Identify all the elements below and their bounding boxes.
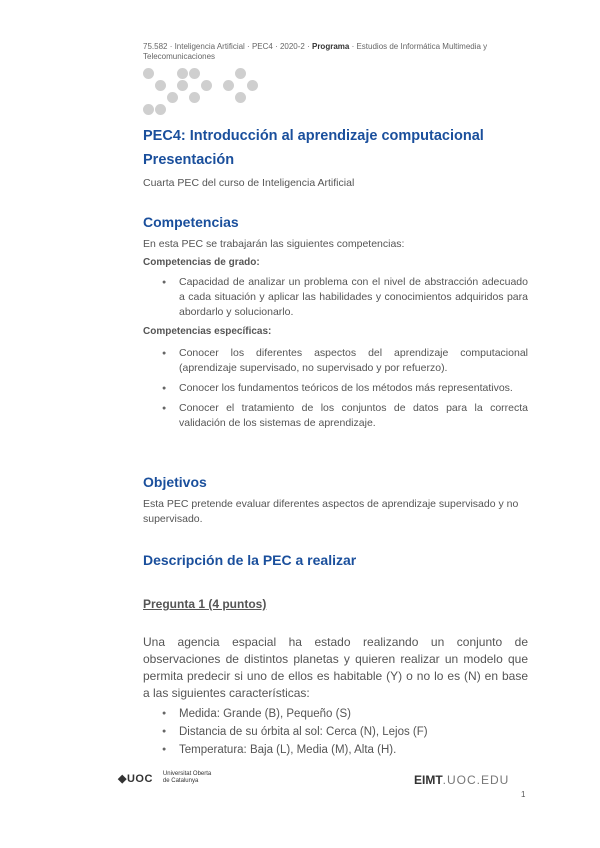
header-program: Programa (311, 42, 350, 51)
list-item: ● Capacidad de analizar un problema con el nivel de abstracción adecuado a cada situación y aplicar las habilidades y conocimientos adquiridos para abordarlo y solucionarlo. (143, 275, 528, 320)
page-number: 1 (521, 790, 526, 799)
header-studies: · Estudios de Informática Multimedia y Telecomunicaciones (143, 42, 488, 61)
uoc-subtitle: Universitat Oberta de Catalunya (162, 771, 212, 784)
objetivos-text: Esta PEC pretende evaluar diferentes aspectos de aprendizaje supervisado y no supervisado. (143, 498, 519, 525)
uoc-footer-logo (118, 771, 211, 785)
header-course: 75.582 · Inteligencia Artificial · PEC4 · 2020-2 · (143, 42, 312, 51)
competencias-especificas-heading: Competencias específicas: (143, 326, 272, 337)
list-item: ● Conocer los diferentes aspectos del aprendizaje computacional (aprendizaje supervisado, no supervisado y por refuerzo). (143, 346, 528, 376)
list-item: ● Conocer los fundamentos teóricos de los métodos más representativos. (143, 381, 528, 396)
list-item: ● Medida: Grande (B), Pequeño (S) (143, 706, 528, 722)
section-heading-competencias: Competencias (143, 214, 239, 230)
decorative-dots-logo (143, 68, 263, 118)
presentation-text: Cuarta PEC del curso de Inteligencia Artificial (143, 177, 355, 189)
list-item: ● Distancia de su órbita al sol: Cerca (N), Lejos (F) (143, 724, 528, 740)
competencias-intro: En esta PEC se trabajarán las siguientes competencias: (143, 238, 405, 250)
list-item: ● Conocer el tratamiento de los conjuntos de datos para la correcta validación de los sistemas de aprendizaje. (143, 401, 528, 431)
section-heading-presentacion: Presentación (143, 152, 235, 168)
section-heading-descripcion: Descripción de la PEC a realizar (143, 552, 357, 568)
question-title: Pregunta 1 (4 puntos) (143, 597, 267, 611)
question-text: Una agencia espacial ha estado realizando un conjunto de observaciones de distintos planetas y quieren realizar un modelo que permita predecir si uno de ellos es habitable (Y) o no lo es (N) en base a las siguientes características: (143, 635, 528, 700)
section-heading-objetivos: Objetivos (143, 474, 207, 490)
competencias-especificas-list (143, 346, 528, 436)
uoc-logo: ◆UOC (118, 772, 153, 785)
list-item: ● Temperatura: Baja (L), Media (M), Alta (H). (143, 742, 528, 758)
feature-list (143, 706, 528, 760)
eimt-footer-logo: EIMT.UOC.EDU (414, 773, 510, 787)
competencias-grado-list (143, 275, 528, 325)
document-title: PEC4: Introducción al aprendizaje computacional (143, 128, 484, 144)
running-header (143, 42, 493, 62)
competencias-grado-heading: Competencias de grado: (143, 257, 260, 268)
